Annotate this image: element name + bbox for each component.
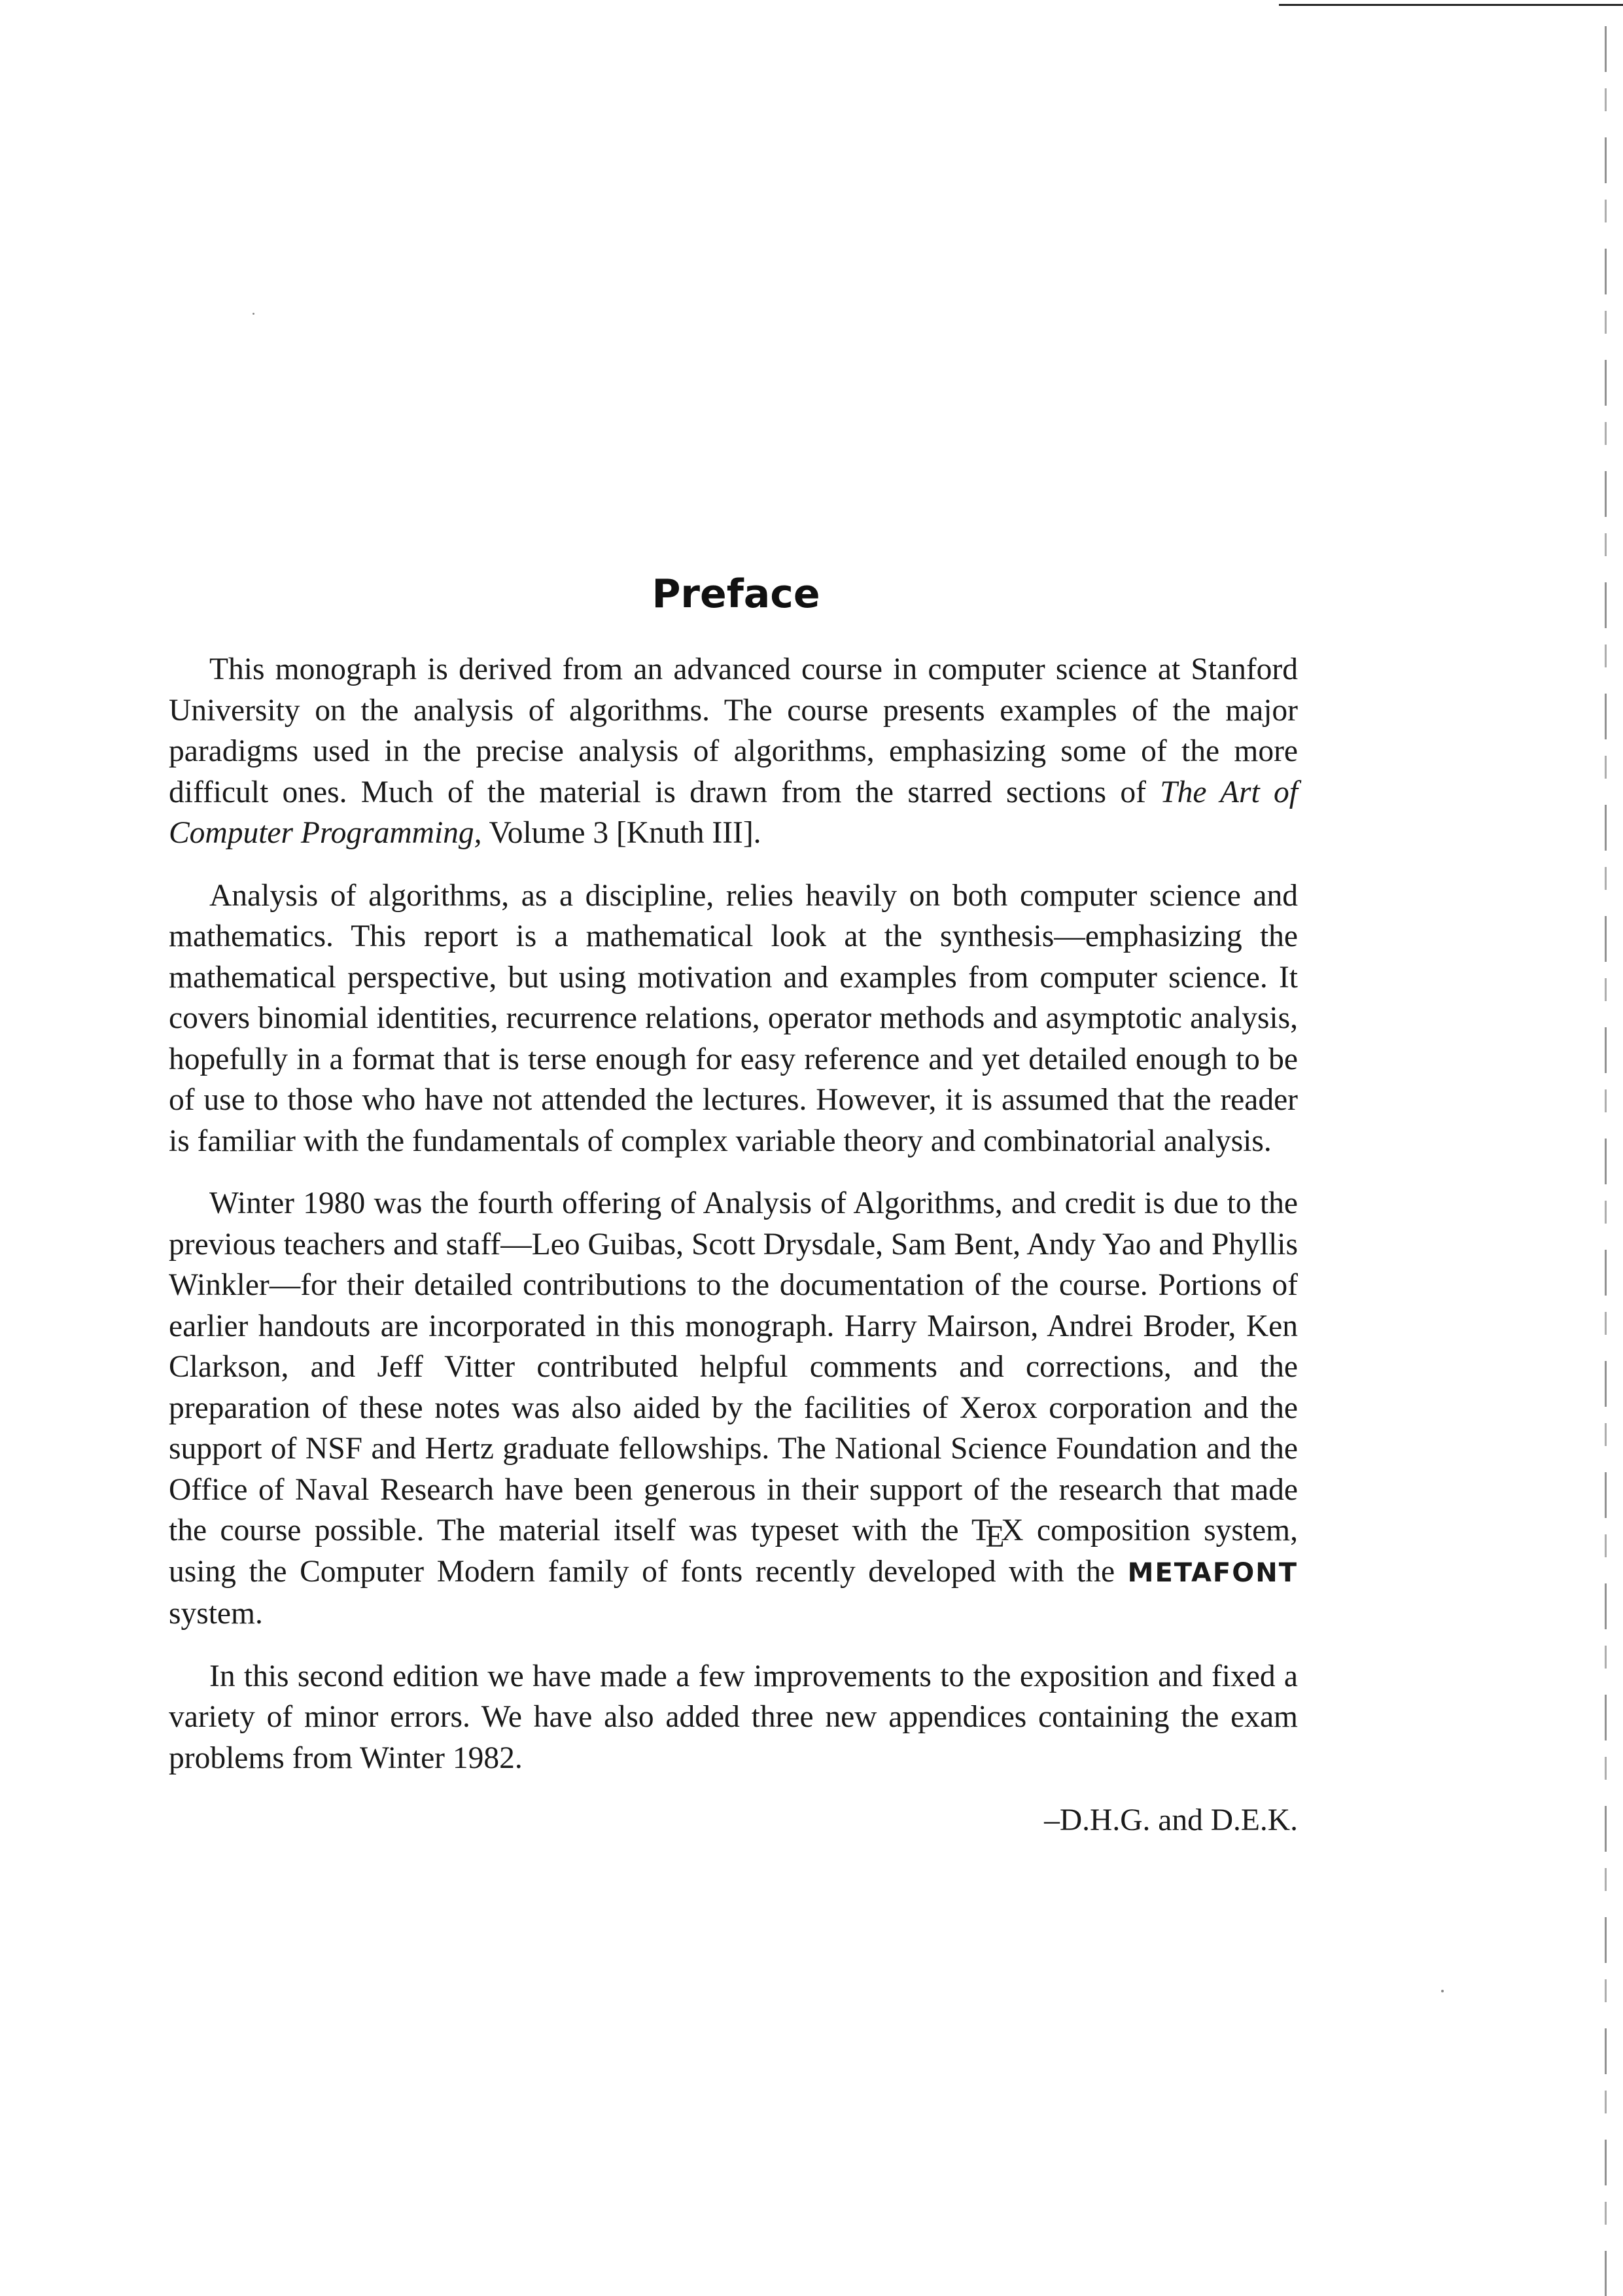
book-title-emphasis: The Art of Computer Programming, [169,775,1298,850]
paragraph-course-origin [169,649,1298,854]
paragraph-text: Analysis of algorithms, as a discipline, relies heavily on both computer science and mathematics. This report is a mathematical look at the synthesis—emphasizing the mathematical perspective, but using motivation and examples from computer science. It covers binomial identities, recurrence relations, operator methods and asymptotic analysis, hopefully in a format that is terse enough for easy reference and yet detailed enough to be of use to those who have not attended the lectures. However, it is assumed that the reader is familiar with the fundamentals of complex variable theory and combinatorial analysis. [169,878,1298,1158]
scan-edge-top-rule [1279,4,1623,6]
paragraph-discipline [169,875,1298,1162]
tex-logo: TEX [971,1513,1024,1555]
paragraph-text: In this second edition we have made a few improvements to the exposition and fixed a variety of minor errors. We have also added three new appendices containing the exam problems from Winter 1982. [169,1659,1298,1775]
scan-speck [1441,1990,1444,1992]
paragraph-text: Winter 1980 was the fourth offering of Analysis of Algorithms, and credit is due to the previous teachers and staff—Leo Guibas, Scott Drysdale, Sam Bent, Andy Yao and Phyllis Winkler—for their detailed contributions to the documentation of the course. Portions of earlier handouts are incorporated in this monograph. Harry Mairson, Andrei Broder, Ken Clarkson, and Jeff Vitter contributed helpful comments and corrections, and the preparation of these notes was also aided by the facilities of Xerox corporation and the support of NSF and Hertz graduate fellowships. The National Science Foundation and the Office of Naval Research have been generous in their support of the research that made the course possible. The material itself was typeset with the [169,1186,1298,1547]
paragraph-text: This monograph is derived from an advanced course in computer science at Stanford University on the analysis of algorithms. The course presents examples of the major paradigms used in the precise analysis of algorithms, emphasizing some of the more difficult ones. Much of the material is drawn from the starred sections of [169,652,1298,809]
page-title: Preface [652,571,820,617]
paragraph-acknowledgements [169,1183,1298,1634]
metafont-logo: METAFONT [1127,1557,1298,1588]
paragraph-second-edition [169,1656,1298,1779]
scan-speck [253,313,254,315]
paragraph-text: system. [169,1597,263,1631]
paragraph-text: composition system, using the Computer Modern family of fonts recently developed with the [169,1513,1298,1589]
preface-body [169,649,1298,1841]
paragraph-text: Volume 3 [Knuth III]. [481,816,761,850]
author-signature: –D.H.G. and D.E.K. [1044,1803,1298,1837]
scan-edge-right-border [1605,26,1607,2296]
